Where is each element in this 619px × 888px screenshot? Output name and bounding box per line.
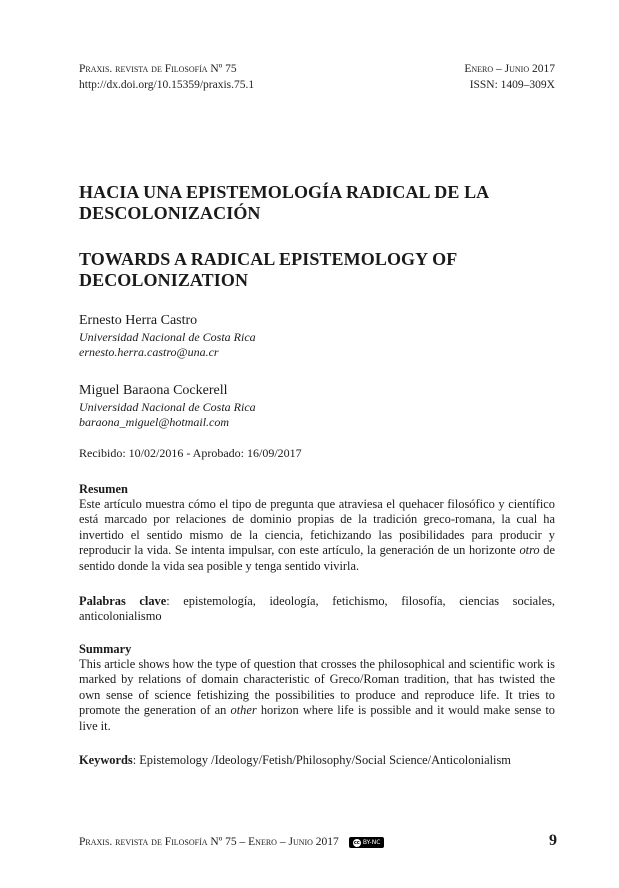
footer-journal: Praxis. revista de Filosofía Nº 75 – Enero – Junio 2017 <box>79 836 339 848</box>
author-block-2 <box>79 382 256 430</box>
title-english-line2: DECOLONIZATION <box>79 270 249 290</box>
keywords-label: Keywords <box>79 753 133 767</box>
summary-text: This article shows how the type of question that crosses the philosophical and scientific work is marked by relations of domain characteristic of Greco/Roman tradition, that has twisted the own sense of science fetishizing the possibilities to produce and reproduce life. It tries to promote the generation of an other horizon where life is possible and it would make sense to live it. <box>79 657 555 733</box>
author-name: Miguel Baraona Cockerell <box>79 383 228 398</box>
palabras-clave <box>79 594 555 625</box>
resumen-heading: Resumen <box>79 482 128 496</box>
author-affiliation: Universidad Nacional de Costa Rica <box>79 400 256 414</box>
author-email[interactable]: ernesto.herra.castro@una.cr <box>79 345 219 359</box>
cc-icon: cc <box>353 839 360 846</box>
page-number: 9 <box>549 832 557 849</box>
header-date: Enero – Junio 2017 <box>464 63 555 75</box>
author-email[interactable]: baraona_miguel@hotmail.com <box>79 415 230 429</box>
header-doi[interactable]: http://dx.doi.org/10.15359/praxis.75.1 <box>79 79 255 91</box>
title-english-line1: TOWARDS A RADICAL EPISTEMOLOGY OF <box>79 249 458 269</box>
keywords <box>79 753 555 768</box>
summary-section <box>79 642 555 734</box>
palabras-clave-label: Palabras clave <box>79 594 167 608</box>
header-journal: Praxis. revista de Filosofía Nº 75 <box>79 63 237 75</box>
title-spanish-line1: HACIA UNA EPISTEMOLOGÍA RADICAL DE LA <box>79 182 490 202</box>
keywords-text: : Epistemology /Ideology/Fetish/Philosophy/Social Science/Anticolonialism <box>132 753 511 767</box>
palabras-clave-text: : epistemología, ideología, fetichismo, filosofía, ciencias sociales, anticolonialismo <box>79 594 555 624</box>
title-english <box>79 249 549 291</box>
resumen-text: Este artículo muestra cómo el tipo de pregunta que atraviesa el quehacer filosófico y científico está marcado por relaciones de dominio propias de la tradición greco-romana, la cual ha invertido el sentido mismo de la ciencia, fetichizando las posibilidades para producir y reproducir la vida. Se intenta impulsar, con este artículo, la generación de un horizonte otro de sentido donde la vida sea posible y tenga sentido vivirla. <box>79 497 555 573</box>
author-affiliation: Universidad Nacional de Costa Rica <box>79 330 256 344</box>
author-name: Ernesto Herra Castro <box>79 313 198 328</box>
author-block-1 <box>79 312 256 360</box>
title-spanish <box>79 182 549 224</box>
title-spanish-line2: DESCOLONIZACIÓN <box>79 203 261 223</box>
summary-heading: Summary <box>79 642 132 656</box>
footer <box>79 836 384 848</box>
header-issn: ISSN: 1409–309X <box>469 79 555 91</box>
resumen-section <box>79 482 555 574</box>
received-approved-dates: Recibido: 10/02/2016 - Aprobado: 16/09/2017 <box>79 446 302 460</box>
cc-license-badge[interactable]: cc BY-NC <box>349 837 385 848</box>
